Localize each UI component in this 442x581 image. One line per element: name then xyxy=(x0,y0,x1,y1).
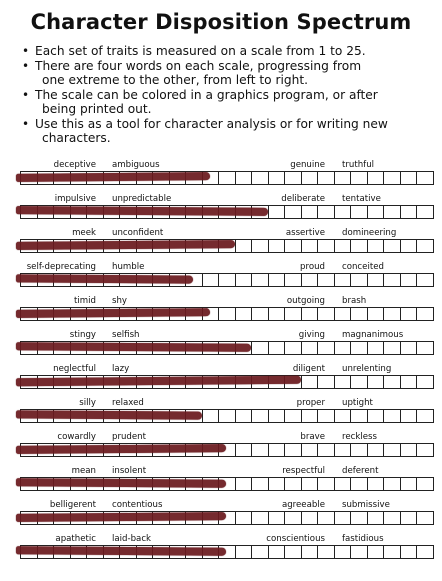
scale-box[interactable] xyxy=(285,273,302,287)
scale-box[interactable] xyxy=(401,171,418,185)
scale-box[interactable] xyxy=(417,341,434,355)
scale-box[interactable] xyxy=(368,273,385,287)
trait-word-extreme-high: fastidious xyxy=(342,534,384,544)
scale-box[interactable] xyxy=(417,511,434,525)
scale-box[interactable] xyxy=(252,477,269,491)
trait-scale xyxy=(0,228,442,258)
scale-box[interactable] xyxy=(302,341,319,355)
scale-box[interactable] xyxy=(269,341,286,355)
scale-box[interactable] xyxy=(302,409,319,423)
scale-box[interactable] xyxy=(318,545,335,559)
instruction-text: • There are four words on each scale, progressing from xyxy=(35,59,362,73)
trait-word-extreme-high: deferent xyxy=(342,466,379,476)
scale-box[interactable] xyxy=(302,443,319,457)
scale-box[interactable] xyxy=(285,443,302,457)
trait-word-extreme-low: timid xyxy=(74,296,96,306)
scale-box[interactable] xyxy=(401,239,418,253)
trait-word-extreme-low: deceptive xyxy=(53,160,96,170)
scale-box[interactable] xyxy=(219,171,236,185)
scale-box[interactable] xyxy=(219,307,236,321)
trait-word-extreme-low: impulsive xyxy=(54,194,96,204)
trait-word-low: relaxed xyxy=(112,398,144,408)
scale-fill-mark xyxy=(16,546,226,555)
trait-word-extreme-high: uptight xyxy=(342,398,373,408)
trait-scale xyxy=(0,466,442,496)
trait-word-high: outgoing xyxy=(286,296,325,306)
scale-box[interactable] xyxy=(236,239,253,253)
scale-box[interactable] xyxy=(252,171,269,185)
scale-box[interactable] xyxy=(351,239,368,253)
scale-box[interactable] xyxy=(285,341,302,355)
scale-box[interactable] xyxy=(252,409,269,423)
trait-word-high: respectful xyxy=(282,466,325,476)
trait-word-extreme-high: domineering xyxy=(342,228,397,238)
scale-box[interactable] xyxy=(302,477,319,491)
scale-box[interactable] xyxy=(302,171,319,185)
trait-word-low: selfish xyxy=(112,330,140,340)
scale-box[interactable] xyxy=(351,477,368,491)
scale-box[interactable] xyxy=(236,307,253,321)
scale-box[interactable] xyxy=(401,273,418,287)
trait-word-low: lazy xyxy=(112,364,130,374)
scale-box[interactable] xyxy=(384,477,401,491)
scale-box[interactable] xyxy=(384,443,401,457)
scale-box[interactable] xyxy=(335,477,352,491)
scale-box[interactable] xyxy=(368,171,385,185)
scale-box[interactable] xyxy=(203,273,220,287)
scale-box[interactable] xyxy=(401,443,418,457)
scale-box[interactable] xyxy=(285,511,302,525)
scale-box[interactable] xyxy=(384,171,401,185)
trait-word-high: assertive xyxy=(285,228,325,238)
trait-word-extreme-low: stingy xyxy=(69,330,96,340)
trait-word-high: proper xyxy=(296,398,325,408)
instruction-item xyxy=(20,44,430,58)
scale-box[interactable] xyxy=(384,307,401,321)
scale-box[interactable] xyxy=(368,409,385,423)
instruction-text-continued: characters. xyxy=(42,131,111,145)
scale-box[interactable] xyxy=(302,273,319,287)
trait-scale xyxy=(0,330,442,360)
trait-scale xyxy=(0,500,442,530)
trait-word-extreme-high: magnanimous xyxy=(342,330,404,340)
instruction-text: • Use this as a tool for character analysis or for writing new xyxy=(35,117,388,131)
scale-box[interactable] xyxy=(351,511,368,525)
trait-scale xyxy=(0,534,442,564)
scale-box[interactable] xyxy=(417,171,434,185)
scale-box[interactable] xyxy=(302,307,319,321)
scale-box[interactable] xyxy=(417,443,434,457)
scale-box[interactable] xyxy=(203,409,220,423)
trait-scale xyxy=(0,296,442,326)
scale-box[interactable] xyxy=(236,477,253,491)
scale-box[interactable] xyxy=(401,341,418,355)
trait-word-high: giving xyxy=(298,330,325,340)
scale-box[interactable] xyxy=(335,239,352,253)
scale-box[interactable] xyxy=(236,273,253,287)
scale-box[interactable] xyxy=(417,409,434,423)
scale-box[interactable] xyxy=(252,273,269,287)
scale-box[interactable] xyxy=(417,545,434,559)
trait-scale xyxy=(0,432,442,462)
trait-word-extreme-low: mean xyxy=(71,466,96,476)
trait-word-high: genuine xyxy=(290,160,325,170)
scale-box[interactable] xyxy=(318,511,335,525)
trait-word-high: conscientious xyxy=(266,534,325,544)
scale-box[interactable] xyxy=(318,443,335,457)
scale-box[interactable] xyxy=(269,307,286,321)
scale-box[interactable] xyxy=(318,273,335,287)
scale-box[interactable] xyxy=(318,341,335,355)
scale-box[interactable] xyxy=(236,511,253,525)
instruction-text-continued: being printed out. xyxy=(42,102,152,116)
scale-box[interactable] xyxy=(318,171,335,185)
scale-box[interactable] xyxy=(219,409,236,423)
scale-box[interactable] xyxy=(384,239,401,253)
instruction-text-continued: one extreme to the other, from left to right. xyxy=(42,73,308,87)
scale-box[interactable] xyxy=(285,545,302,559)
scale-box[interactable] xyxy=(318,205,335,219)
trait-word-low: contentious xyxy=(112,500,163,510)
scale-box[interactable] xyxy=(219,273,236,287)
scale-box[interactable] xyxy=(417,375,434,389)
scale-box[interactable] xyxy=(351,443,368,457)
scale-box[interactable] xyxy=(252,443,269,457)
scale-fill-mark xyxy=(16,308,210,318)
trait-word-extreme-low: cowardly xyxy=(57,432,96,442)
scale-box[interactable] xyxy=(236,409,253,423)
trait-scale xyxy=(0,398,442,428)
scale-box[interactable] xyxy=(368,477,385,491)
scale-box[interactable] xyxy=(417,307,434,321)
trait-word-extreme-high: conceited xyxy=(342,262,384,272)
instruction-item xyxy=(20,88,430,116)
trait-word-high: diligent xyxy=(292,364,325,374)
scale-box[interactable] xyxy=(351,307,368,321)
scale-box[interactable] xyxy=(302,511,319,525)
trait-word-extreme-high: brash xyxy=(342,296,367,306)
trait-word-low: unpredictable xyxy=(112,194,172,204)
trait-word-low: humble xyxy=(112,262,145,272)
trait-word-high: deliberate xyxy=(281,194,325,204)
trait-scale xyxy=(0,194,442,224)
scale-fill-mark xyxy=(16,478,226,487)
scale-fill-mark xyxy=(16,274,193,283)
instruction-text: • The scale can be colored in a graphics program, or after xyxy=(35,88,378,102)
trait-word-high: brave xyxy=(300,432,325,442)
instruction-item xyxy=(20,117,430,145)
scale-box[interactable] xyxy=(252,545,269,559)
trait-word-extreme-high: submissive xyxy=(342,500,390,510)
scale-box[interactable] xyxy=(401,205,418,219)
scale-box[interactable] xyxy=(285,205,302,219)
scale-box[interactable] xyxy=(335,375,352,389)
trait-scale xyxy=(0,364,442,394)
scale-box[interactable] xyxy=(318,477,335,491)
trait-scale xyxy=(0,160,442,190)
scale-box[interactable] xyxy=(401,375,418,389)
scale-box[interactable] xyxy=(384,375,401,389)
scale-box[interactable] xyxy=(269,239,286,253)
scale-box[interactable] xyxy=(368,511,385,525)
trait-word-extreme-low: neglectful xyxy=(53,364,96,374)
scale-box[interactable] xyxy=(351,409,368,423)
instruction-item xyxy=(20,59,430,87)
scale-box[interactable] xyxy=(401,545,418,559)
scale-box[interactable] xyxy=(335,545,352,559)
scale-box[interactable] xyxy=(335,341,352,355)
scale-box[interactable] xyxy=(417,205,434,219)
scale-box[interactable] xyxy=(368,443,385,457)
trait-word-low: unconfident xyxy=(112,228,164,238)
scale-box[interactable] xyxy=(302,375,319,389)
trait-word-low: ambiguous xyxy=(112,160,160,170)
scale-box[interactable] xyxy=(269,477,286,491)
scale-box[interactable] xyxy=(335,205,352,219)
scale-fill-mark xyxy=(16,342,251,352)
scale-box[interactable] xyxy=(252,511,269,525)
scale-box[interactable] xyxy=(335,273,352,287)
scale-box[interactable] xyxy=(384,409,401,423)
scale-box[interactable] xyxy=(368,375,385,389)
trait-word-low: prudent xyxy=(112,432,146,442)
trait-word-high: agreeable xyxy=(281,500,325,510)
scale-box[interactable] xyxy=(236,545,253,559)
scale-box[interactable] xyxy=(417,477,434,491)
trait-word-extreme-low: self-deprecating xyxy=(26,262,96,272)
scale-box[interactable] xyxy=(252,341,269,355)
trait-scale xyxy=(0,262,442,292)
scale-box[interactable] xyxy=(384,273,401,287)
scale-box[interactable] xyxy=(302,545,319,559)
scale-box[interactable] xyxy=(285,171,302,185)
trait-word-extreme-high: unrelenting xyxy=(342,364,392,374)
scale-box[interactable] xyxy=(285,239,302,253)
scale-box[interactable] xyxy=(368,545,385,559)
scale-box[interactable] xyxy=(401,409,418,423)
scale-box[interactable] xyxy=(401,477,418,491)
scale-box[interactable] xyxy=(351,205,368,219)
scale-box[interactable] xyxy=(269,171,286,185)
trait-word-low: insolent xyxy=(112,466,147,476)
scale-box[interactable] xyxy=(417,239,434,253)
trait-word-extreme-low: belligerent xyxy=(49,500,96,510)
scale-box[interactable] xyxy=(236,443,253,457)
scale-box[interactable] xyxy=(368,341,385,355)
trait-word-extreme-high: tentative xyxy=(342,194,381,204)
scale-box[interactable] xyxy=(384,511,401,525)
scale-box[interactable] xyxy=(302,239,319,253)
scale-box[interactable] xyxy=(401,511,418,525)
scale-fill-mark xyxy=(16,410,202,419)
trait-word-extreme-low: silly xyxy=(79,398,96,408)
scale-box[interactable] xyxy=(401,307,418,321)
scale-box[interactable] xyxy=(335,307,352,321)
page-title: Character Disposition Spectrum xyxy=(30,10,412,34)
scale-box[interactable] xyxy=(285,409,302,423)
trait-word-extreme-high: truthful xyxy=(342,160,375,170)
scale-box[interactable] xyxy=(269,409,286,423)
trait-word-low: shy xyxy=(112,296,128,306)
scale-box[interactable] xyxy=(351,273,368,287)
scale-box[interactable] xyxy=(318,375,335,389)
scale-box[interactable] xyxy=(351,341,368,355)
scale-box[interactable] xyxy=(335,409,352,423)
scale-box[interactable] xyxy=(368,205,385,219)
scale-box[interactable] xyxy=(302,205,319,219)
trait-word-extreme-high: reckless xyxy=(342,432,377,442)
scale-box[interactable] xyxy=(318,239,335,253)
instruction-text: • Each set of traits is measured on a scale from 1 to 25. xyxy=(35,44,366,58)
scale-box[interactable] xyxy=(368,307,385,321)
scale-box[interactable] xyxy=(335,443,352,457)
scale-box[interactable] xyxy=(351,171,368,185)
scale-box[interactable] xyxy=(269,443,286,457)
scale-box[interactable] xyxy=(384,205,401,219)
scale-box[interactable] xyxy=(252,239,269,253)
scale-box[interactable] xyxy=(285,307,302,321)
scale-box[interactable] xyxy=(269,205,286,219)
scale-box[interactable] xyxy=(351,545,368,559)
scale-fill-mark xyxy=(16,172,210,182)
scale-box[interactable] xyxy=(236,171,253,185)
scale-box[interactable] xyxy=(269,545,286,559)
scale-box[interactable] xyxy=(252,307,269,321)
instructions-list xyxy=(20,44,430,146)
scale-box[interactable] xyxy=(351,375,368,389)
trait-word-high: proud xyxy=(300,262,325,272)
scale-box[interactable] xyxy=(384,341,401,355)
scale-box[interactable] xyxy=(335,171,352,185)
scale-box[interactable] xyxy=(269,273,286,287)
scale-box[interactable] xyxy=(269,511,286,525)
scale-box[interactable] xyxy=(285,477,302,491)
scale-box[interactable] xyxy=(384,545,401,559)
scale-box[interactable] xyxy=(335,511,352,525)
scale-box[interactable] xyxy=(368,239,385,253)
scale-box[interactable] xyxy=(318,307,335,321)
scale-box[interactable] xyxy=(417,273,434,287)
trait-word-extreme-low: meek xyxy=(72,228,96,238)
scale-box[interactable] xyxy=(318,409,335,423)
trait-word-low: laid-back xyxy=(112,534,152,544)
trait-word-extreme-low: apathetic xyxy=(55,534,96,544)
